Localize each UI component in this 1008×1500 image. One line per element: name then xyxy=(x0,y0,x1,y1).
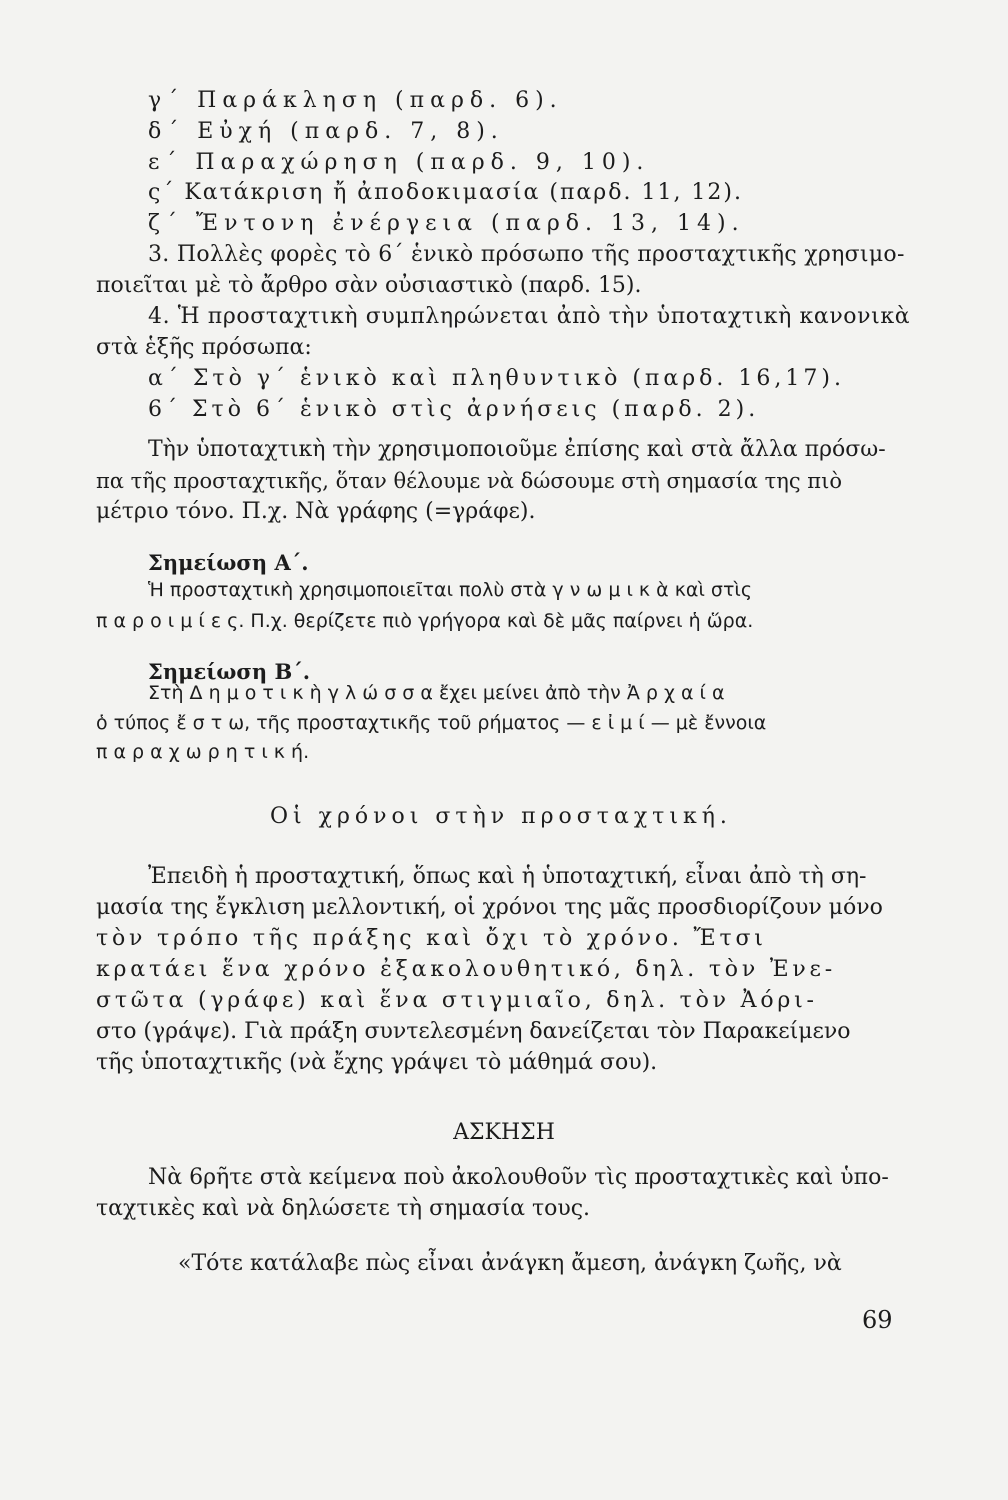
note-a-line-1: Ἡ προσταχτικὴ χρησιμοποιεῖται πολὺ στὰ γ ν ω μ ι κ ὰ καὶ στὶς xyxy=(148,579,752,601)
list-item-g: γ΄ Παράκληση (παρδ. 6). xyxy=(148,88,563,113)
note-b-heading: Σημείωση Β΄. xyxy=(148,659,311,684)
exercise-title: ΑΣΚΗΣΗ xyxy=(453,1120,555,1145)
list-item-a: α΄ Στὸ γ΄ ἑνικὸ καὶ πληθυντικὸ (παρδ. 16,17). xyxy=(148,366,845,391)
section-line-5: στῶτα (γράφε) καὶ ἕνα στιγμιαῖο, δηλ. τὸν Ἀόρι- xyxy=(96,988,818,1013)
note-b-line-3: π α ρ α χ ω ρ η τ ι κ ή. xyxy=(96,741,310,763)
page-number: 69 xyxy=(862,1306,893,1334)
exercise-line-3: «Τότε κατάλαβε πὼς εἶναι ἀνάγκη ἄμεση, ἀνάγκη ζωῆς, νὰ xyxy=(178,1251,842,1276)
note-b-line-2: ὁ τύπος ἔ σ τ ω, τῆς προσταχτικῆς τοῦ ρήματος — ε ἰ μ ί — μὲ ἔννοια xyxy=(96,712,767,734)
note-a-line-2: π α ρ ο ι μ ί ε ς. Π.χ. θερίζετε πιὸ γρήγορα καὶ δὲ μᾶς παίρνει ἡ ὥρα. xyxy=(96,610,754,632)
paragraph-3-line-1: 3. Πολλὲς φορὲς τὸ 6΄ ἑνικὸ πρόσωπο τῆς προσταχτικῆς χρησιμο- xyxy=(148,242,905,267)
list-item-z: ζ΄ Ἔντονη ἐνέργεια (παρδ. 13, 14). xyxy=(148,211,745,236)
paragraph-4-line-1: 4. Ἡ προσταχτικὴ συμπληρώνεται ἀπὸ τὴν ὑποταχτικὴ κανονικὰ xyxy=(148,304,911,329)
section-line-4: κρατάει ἕνα χρόνο ἐξακολουθητικό, δηλ. τὸν Ἐνε- xyxy=(96,957,836,982)
paragraph-3-line-2: ποιεῖται μὲ τὸ ἄρθρο σὰν οὐσιαστικὸ (παρδ. 15). xyxy=(96,273,642,298)
exercise-line-1: Νὰ 6ρῆτε στὰ κείμενα ποὺ ἀκολουθοῦν τὶς προσταχτικὲς καὶ ὑπο- xyxy=(148,1165,889,1190)
paragraph-q-line-3: μέτριο τόνο. Π.χ. Νὰ γράφης (=γράφε). xyxy=(96,499,536,524)
section-line-6: στο (γράψε). Γιὰ πράξη συντελεσμένη δανείζεται τὸν Παρακείμενο xyxy=(96,1019,851,1044)
list-item-d: δ΄ Εὐχή (παρδ. 7, 8). xyxy=(148,119,504,144)
paragraph-4-line-2: στὰ ἑξῆς πρόσωπα: xyxy=(96,335,312,360)
section-line-3: τὸν τρόπο τῆς πράξης καὶ ὄχι τὸ χρόνο. Ἔτσι xyxy=(96,926,767,951)
section-line-7: τῆς ὑποταχτικῆς (νὰ ἔχης γράψει τὸ μάθημά σου). xyxy=(96,1050,658,1075)
list-item-e: ε΄ Παραχώρηση (παρδ. 9, 10). xyxy=(148,150,650,175)
section-title: Οἱ χρόνοι στὴν προσταχτική. xyxy=(270,804,732,829)
exercise-line-2: ταχτικὲς καὶ νὰ δηλώσετε τὴ σημασία τους. xyxy=(96,1196,591,1221)
note-a-heading: Σημείωση Α΄. xyxy=(148,550,309,575)
list-item-st: ς΄ Κατάκριση ἤ ἀποδοκιμασία (παρδ. 11, 12). xyxy=(148,180,743,205)
note-b-line-1: Στὴ Δ η μ ο τ ι κ ὴ γ λ ώ σ σ α ἔχει μείνει ἀπὸ τὴν Ἀ ρ χ α ί α xyxy=(148,682,725,704)
paragraph-q-line-2: πα τῆς προσταχτικῆς, ὅταν θέλουμε νὰ δώσουμε στὴ σημασία της πιὸ xyxy=(96,469,842,493)
list-item-b: 6΄ Στὸ 6΄ ἑνικὸ στὶς ἀρνήσεις (παρδ. 2). xyxy=(148,397,760,422)
paragraph-q-line-1: Τὴν ὑποταχτικὴ τὴν χρησιμοποιοῦμε ἐπίσης καὶ στὰ ἄλλα πρόσω- xyxy=(148,437,886,462)
section-line-1: Ἐπειδὴ ἡ προσταχτική, ὅπως καὶ ἡ ὑποταχτική, εἶναι ἀπὸ τὴ ση- xyxy=(148,864,867,889)
section-line-2: μασία της ἔγκλιση μελλοντική, οἱ χρόνοι της μᾶς προσδιορίζουν μόνο xyxy=(96,895,883,920)
